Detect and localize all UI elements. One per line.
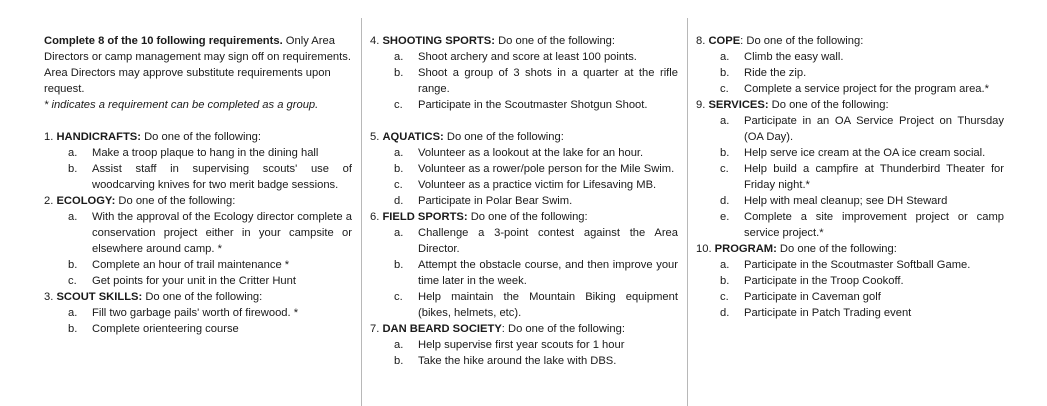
spacer (44, 113, 352, 129)
option-marker: b. (394, 259, 404, 271)
requirement-option (44, 161, 352, 193)
requirement (44, 289, 352, 337)
option-text: Complete a site improvement project or camp service project.* (744, 211, 1004, 239)
option-marker: a. (394, 51, 404, 63)
requirement-option (44, 145, 352, 161)
option-marker: a. (720, 115, 730, 127)
requirement-title: HANDICRAFTS: (56, 131, 141, 143)
option-marker: e. (720, 211, 730, 223)
option-text: Participate in the Scoutmaster Shotgun Shoot. (418, 99, 648, 111)
option-text: Complete a service project for the program area.* (744, 83, 989, 95)
requirement-option (370, 65, 678, 97)
requirement (44, 193, 352, 289)
requirement-option (44, 273, 352, 289)
option-marker: a. (394, 227, 404, 239)
option-text: Participate in the Scoutmaster Softball Game. (744, 259, 971, 271)
option-text: Challenge a 3-point contest against the Area Director. (418, 227, 678, 255)
option-marker: c. (394, 99, 403, 111)
option-marker: a. (720, 51, 730, 63)
option-marker: c. (720, 163, 729, 175)
option-marker: b. (720, 275, 730, 287)
column-divider (361, 18, 362, 406)
option-text: Participate in an OA Service Project on Thursday (OA Day). (744, 115, 1004, 143)
option-text: Shoot a group of 3 shots in a quarter at the rifle range. (418, 67, 678, 95)
requirement-title: PROGRAM: (714, 243, 777, 255)
intro-paragraph (44, 33, 352, 97)
requirement-number: 5. (370, 131, 380, 143)
requirement-instruction: Do one of the following: (768, 99, 889, 111)
requirement-option (370, 49, 678, 65)
requirement (370, 209, 678, 321)
requirement-option (370, 337, 678, 353)
requirement-title: ECOLOGY: (56, 195, 116, 207)
requirement (370, 129, 678, 209)
requirement-heading (44, 193, 352, 209)
option-marker: b. (68, 323, 78, 335)
requirement-number: 2. (44, 195, 54, 207)
option-marker: c. (394, 291, 403, 303)
option-marker: a. (394, 339, 404, 351)
option-text: Fill two garbage pails' worth of firewood. * (92, 307, 299, 319)
option-marker: b. (394, 67, 404, 79)
column-1 (44, 33, 352, 337)
requirement-option (696, 161, 1004, 193)
requirement-option (370, 145, 678, 161)
option-marker: c. (720, 291, 729, 303)
requirement-instruction: Do one of the following: (494, 35, 615, 47)
option-marker: b. (394, 163, 404, 175)
option-marker: a. (68, 147, 78, 159)
column-2 (370, 33, 678, 369)
option-marker: a. (68, 307, 78, 319)
requirement-number: 4. (370, 35, 380, 47)
option-text: Ride the zip. (744, 67, 807, 79)
requirement-number: 10. (696, 243, 712, 255)
requirement-option (44, 257, 352, 273)
option-text: Participate in Polar Bear Swim. (418, 195, 573, 207)
option-marker: d. (720, 195, 730, 207)
requirement-option (696, 257, 1004, 273)
requirement-title: COPE (708, 35, 741, 47)
requirement-instruction: Do one of the following: (140, 131, 262, 143)
requirement-option (370, 353, 678, 369)
requirement-instruction: Do one of the following: (776, 243, 897, 255)
requirement-title: SCOUT SKILLS: (56, 291, 143, 303)
requirement-title: DAN BEARD SOCIETY (382, 323, 502, 335)
intro-text: Only Area Directors or camp management may sign off on requirements. Area Directors may approve substitute requirements upon request. (44, 35, 351, 95)
requirement-heading (44, 289, 352, 305)
requirement-number: 3. (44, 291, 54, 303)
requirement-heading (696, 97, 1004, 113)
option-marker: c. (720, 83, 729, 95)
option-marker: b. (720, 67, 730, 79)
requirement-heading (696, 33, 1004, 49)
option-text: Make a troop plaque to hang in the dining hall (92, 147, 319, 159)
option-text: Participate in the Troop Cookoff. (744, 275, 904, 287)
requirement-option (696, 113, 1004, 145)
column-3 (696, 33, 1004, 321)
requirement-option (696, 289, 1004, 305)
option-text: Take the hike around the lake with DBS. (418, 355, 617, 367)
option-text: Attempt the obstacle course, and then improve your time later in the week. (418, 259, 678, 287)
requirement-option (696, 305, 1004, 321)
requirement-option (370, 225, 678, 257)
requirement-instruction: Do one of the following: (443, 131, 564, 143)
requirement-option (696, 209, 1004, 241)
option-marker: a. (720, 259, 730, 271)
requirement-option (696, 81, 1004, 97)
option-text: Shoot archery and score at least 100 points. (418, 51, 637, 63)
requirement (44, 129, 352, 193)
requirement-title: SHOOTING SPORTS: (382, 35, 495, 47)
option-text: Help build a campfire at Thunderbird Theater for Friday night.* (744, 163, 1004, 191)
requirement (370, 33, 678, 113)
option-text: Climb the easy wall. (744, 51, 844, 63)
option-marker: d. (720, 307, 730, 319)
requirement-instruction: : Do one of the following: (501, 323, 625, 335)
requirement-option (370, 97, 678, 113)
requirement-number: 7. (370, 323, 380, 335)
option-text: Participate in Caveman golf (744, 291, 881, 303)
option-text: Complete orienteering course (92, 323, 239, 335)
requirement-heading (370, 33, 678, 49)
option-marker: c. (68, 275, 77, 287)
requirement-instruction: Do one of the following: (467, 211, 588, 223)
option-marker: c. (394, 179, 403, 191)
option-text: Get points for your unit in the Critter Hunt (92, 275, 296, 287)
group-note: * indicates a requirement can be completed as a group. (44, 99, 319, 111)
requirement-instruction: Do one of the following: (115, 195, 236, 207)
requirement-instruction: Do one of the following: (142, 291, 263, 303)
option-text: Help serve ice cream at the OA ice cream social. (744, 147, 986, 159)
requirement-number: 6. (370, 211, 380, 223)
requirement (370, 321, 678, 369)
option-text: Help maintain the Mountain Biking equipment (bikes, helmets, etc). (418, 291, 678, 319)
option-text: Volunteer as a practice victim for Lifesaving MB. (418, 179, 657, 191)
option-text: Help supervise first year scouts for 1 hour (418, 339, 625, 351)
option-text: Help with meal cleanup; see DH Steward (744, 195, 948, 207)
option-text: Assist staff in supervising scouts' use of woodcarving knives for two merit badge sessions. (92, 163, 352, 191)
option-marker: a. (394, 147, 404, 159)
option-text: Volunteer as a rower/pole person for the Mile Swim. (418, 163, 675, 175)
option-text: With the approval of the Ecology director complete a conservation project either in your campsite or elsewhere around camp. * (92, 211, 352, 255)
requirement-number: 9. (696, 99, 706, 111)
option-marker: b. (68, 163, 78, 175)
requirement-heading (370, 321, 678, 337)
requirement-option (370, 161, 678, 177)
option-marker: b. (68, 259, 78, 271)
requirement (696, 33, 1004, 97)
option-marker: a. (68, 211, 78, 223)
requirement (696, 97, 1004, 241)
column-divider (687, 18, 688, 406)
requirement-instruction: : Do one of the following: (740, 35, 864, 47)
requirement-option (696, 193, 1004, 209)
option-marker: d. (394, 195, 404, 207)
requirement-option (370, 177, 678, 193)
option-marker: b. (394, 355, 404, 367)
requirement-option (696, 49, 1004, 65)
requirement-option (44, 209, 352, 257)
requirement-option (44, 321, 352, 337)
option-text: Complete an hour of trail maintenance * (92, 259, 290, 271)
requirement-heading (370, 129, 678, 145)
requirement-heading (696, 241, 1004, 257)
requirement-option (370, 193, 678, 209)
option-text: Participate in Patch Trading event (744, 307, 912, 319)
requirement-heading (44, 129, 352, 145)
option-text: Volunteer as a lookout at the lake for an hour. (418, 147, 644, 159)
requirement-number: 1. (44, 131, 54, 143)
requirement-title: AQUATICS: (382, 131, 444, 143)
spacer (370, 113, 678, 129)
option-marker: b. (720, 147, 730, 159)
intro-bold: Complete 8 of the 10 following requirements. (44, 35, 283, 47)
requirement-option (696, 145, 1004, 161)
requirement-option (370, 289, 678, 321)
requirement-option (370, 257, 678, 289)
requirement-title: FIELD SPORTS: (382, 211, 468, 223)
requirement-option (696, 65, 1004, 81)
requirement-number: 8. (696, 35, 706, 47)
requirement-option (696, 273, 1004, 289)
requirement-title: SERVICES: (708, 99, 769, 111)
requirement (696, 241, 1004, 321)
requirement-heading (370, 209, 678, 225)
requirement-option (44, 305, 352, 321)
